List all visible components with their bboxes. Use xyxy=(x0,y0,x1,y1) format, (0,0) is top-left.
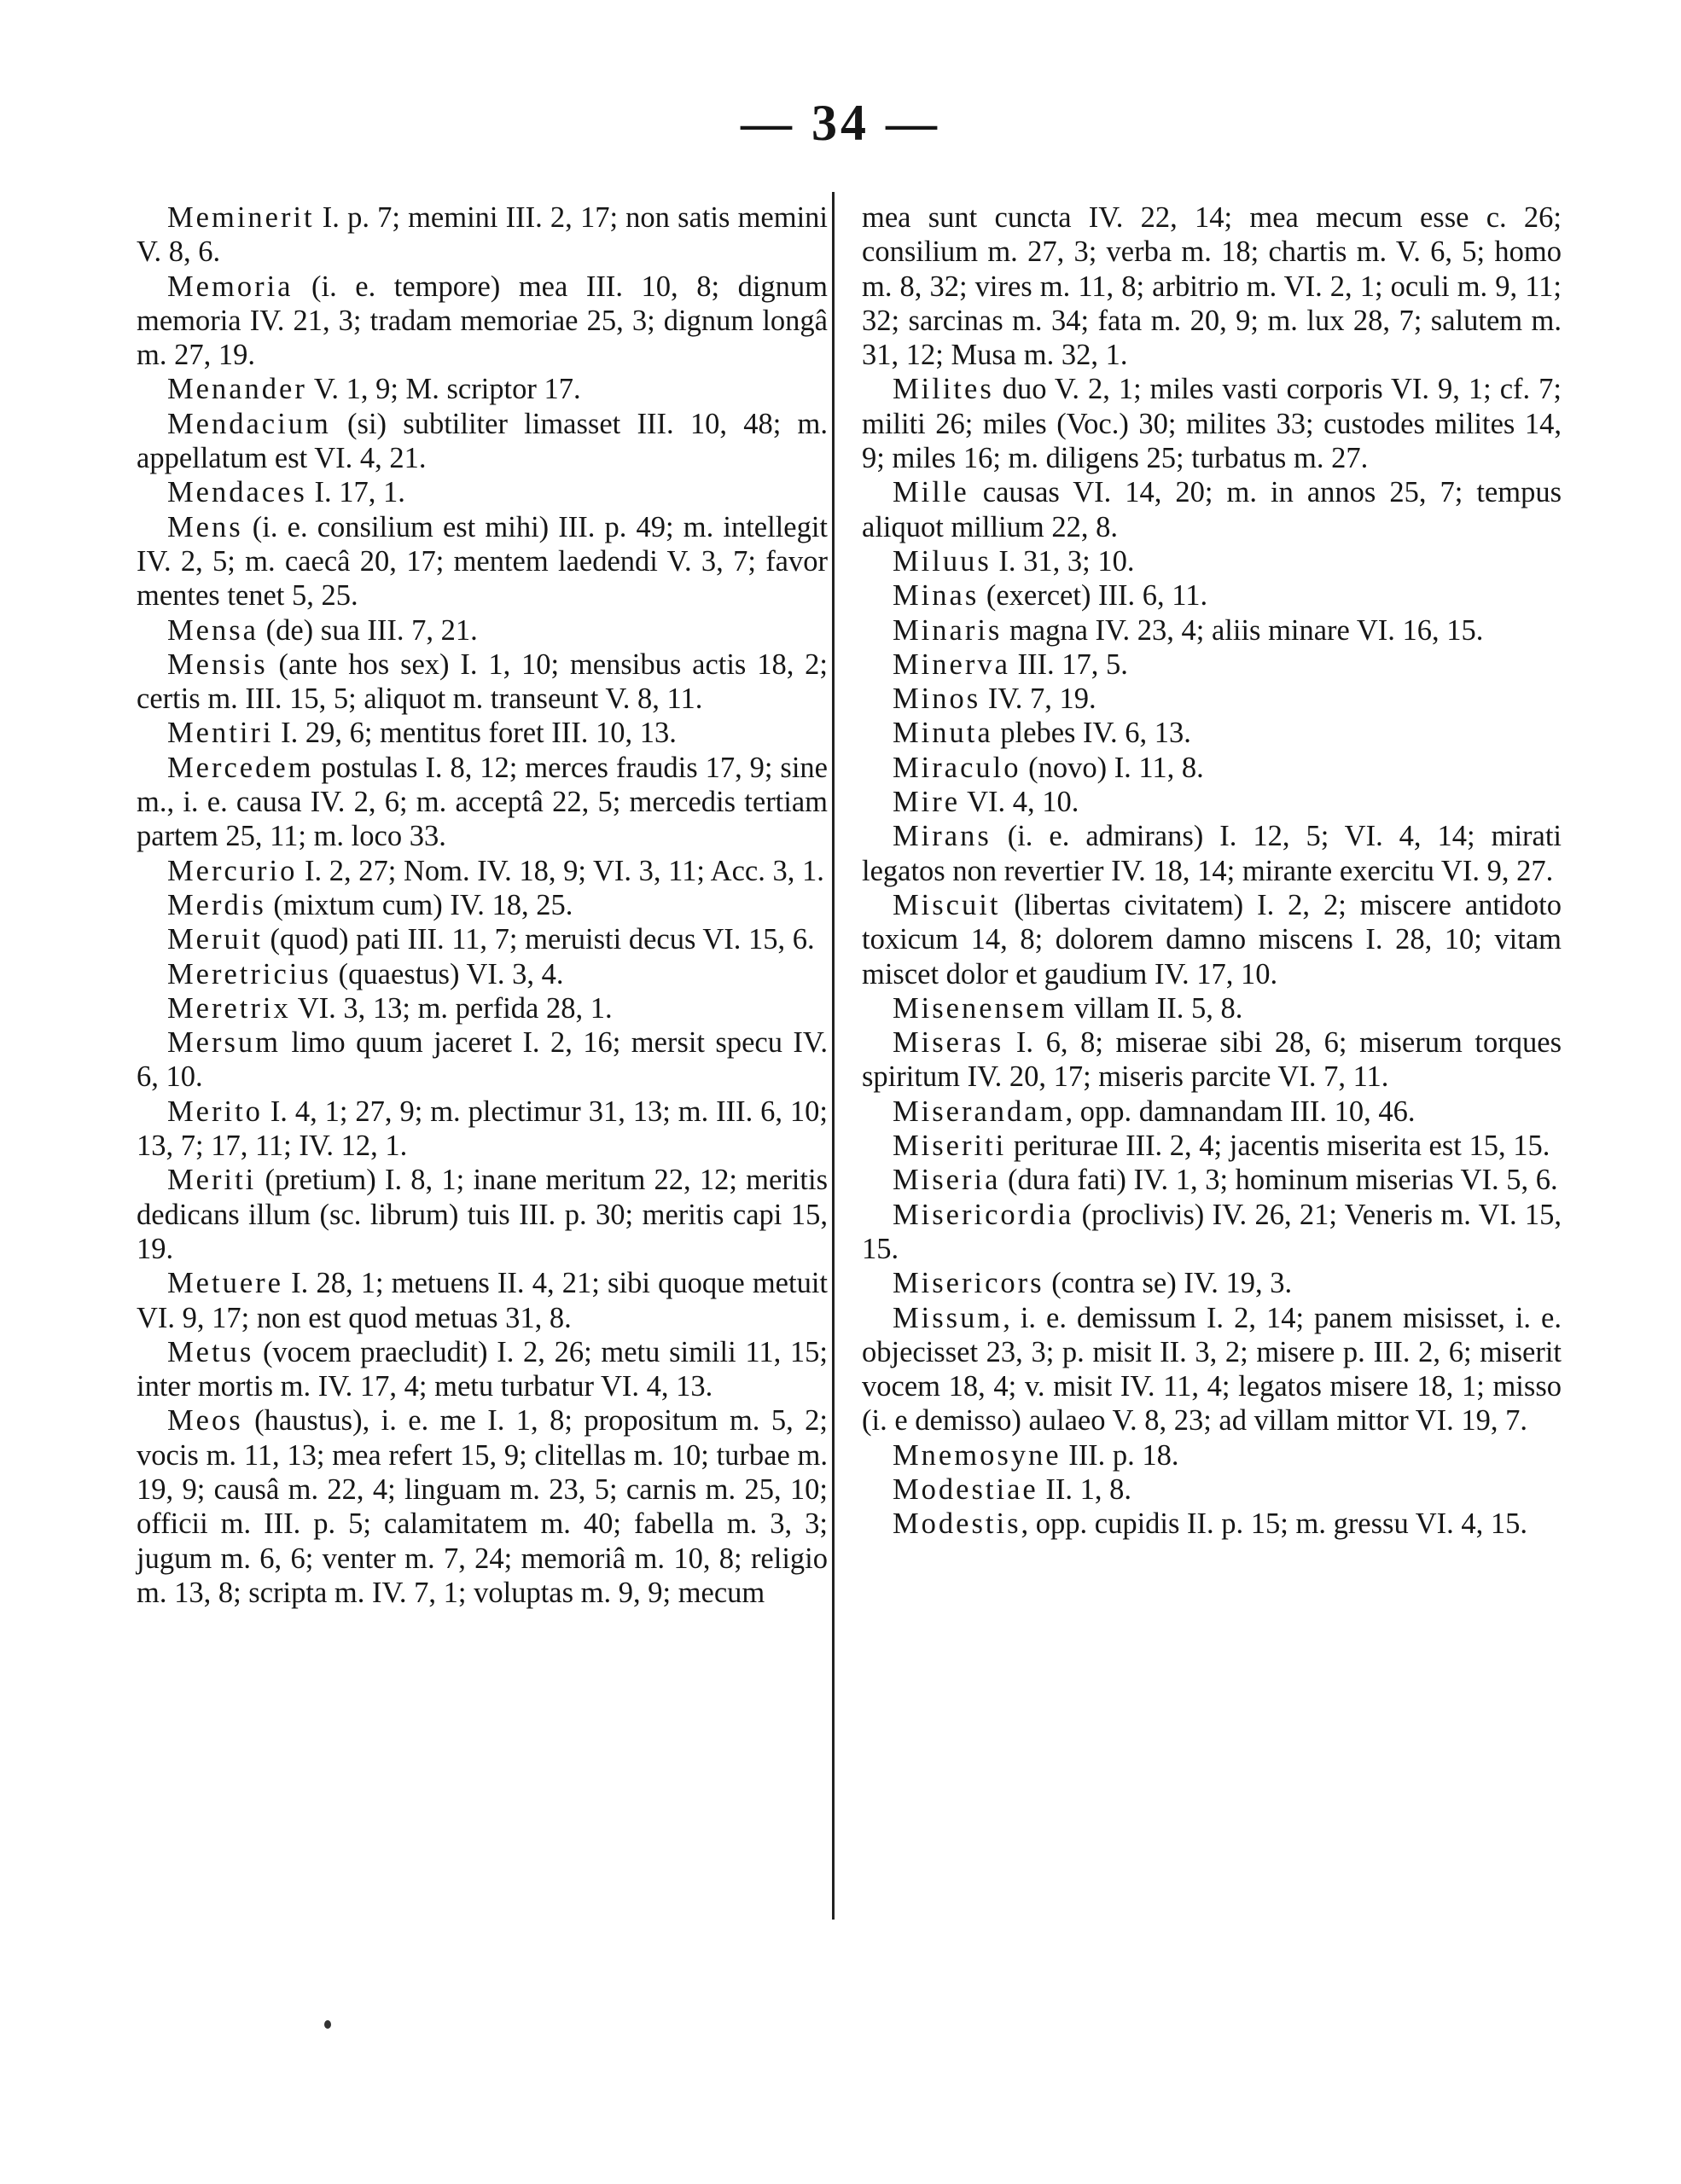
entry-headword: Miseria xyxy=(893,1164,1001,1197)
entry-headword: Mendaces xyxy=(167,476,307,509)
entry-text: (si) subtiliter limasset III. 10, 48; m. appellatum est VI. 4, 21. xyxy=(137,407,828,475)
right-column xyxy=(862,200,1562,1542)
index-entry xyxy=(137,1266,828,1335)
entry-text: , i. e. demissum I. 2, 14; panem misisset, i. e. objecisset 23, 3; p. misit II. 3, 2; misere p. III. 2, 6; miserit vocem 18, 4; v. misit IV. 11, 4; legatos misere 18, 1; misso (i. e demisso) aulaeo V. 8, 23; ad villam mittor VI. 19, 7. xyxy=(862,1301,1562,1438)
entry-text: I. 6, 8; miserae sibi 28, 6; miserum torques spiritum IV. 20, 17; miseris parcite VI. 7, 11. xyxy=(862,1026,1562,1094)
index-entry xyxy=(862,785,1562,819)
entry-text: , opp. damnandam III. 10, 46. xyxy=(1065,1095,1416,1128)
index-entry xyxy=(862,475,1562,544)
index-entry xyxy=(862,991,1562,1025)
entry-headword: Meretricius xyxy=(167,957,332,990)
entry-text: (ante hos sex) I. 1, 10; mensibus actis 18, 2; certis m. III. 15, 5; aliquot m. transeunt V. 8, 11. xyxy=(137,648,828,716)
entry-headword: Mercedem xyxy=(167,751,314,784)
entry-headword: Missum xyxy=(893,1301,1003,1334)
entry-text: I. 17, 1. xyxy=(306,476,405,509)
entry-headword: Mensis xyxy=(167,648,268,681)
entry-headword: Miluus xyxy=(893,544,992,578)
entry-text: VI. 3, 13; m. perfida 28, 1. xyxy=(290,991,613,1025)
entry-text: periturae III. 2, 4; jacentis miserita est 15, 15. xyxy=(1006,1130,1550,1163)
entry-text: (de) sua III. 7, 21. xyxy=(258,613,478,647)
entry-text: III. p. 18. xyxy=(1061,1438,1179,1472)
entry-text: plebes IV. 6, 13. xyxy=(992,717,1191,750)
entry-headword: Menander xyxy=(167,373,307,406)
index-entry xyxy=(862,1025,1562,1095)
entry-headword: Mens xyxy=(167,510,243,543)
entry-headword: Minos xyxy=(893,682,981,716)
index-entry xyxy=(862,751,1562,785)
entry-text: I. 29, 6; mentitus foret III. 10, 13. xyxy=(273,717,677,750)
index-entry xyxy=(862,1095,1562,1129)
index-entry xyxy=(137,957,828,991)
index-entry xyxy=(862,1266,1562,1300)
entry-headword: Metus xyxy=(167,1335,254,1368)
entry-headword: Mercurio xyxy=(167,854,298,887)
index-entry xyxy=(137,510,828,613)
index-entry xyxy=(137,991,828,1025)
index-entry xyxy=(137,1095,828,1164)
entry-text: (quod) pati III. 11, 7; meruisti decus VI. 15, 6. xyxy=(262,923,815,956)
entry-text: (contra se) IV. 19, 3. xyxy=(1044,1267,1293,1300)
entry-headword: Merito xyxy=(167,1095,263,1128)
entry-headword: Miserandam xyxy=(893,1095,1066,1128)
index-entry xyxy=(137,1163,828,1266)
index-entry xyxy=(862,613,1562,648)
index-entry xyxy=(137,270,828,373)
index-entry xyxy=(137,648,828,717)
index-entry xyxy=(137,1025,828,1095)
index-entry xyxy=(862,1129,1562,1163)
entry-text: I. 2, 27; Nom. IV. 18, 9; VI. 3, 11; Acc. 3, 1. xyxy=(297,854,824,887)
index-entry xyxy=(137,407,828,476)
entry-headword: Mnemosyne xyxy=(893,1438,1062,1472)
page-number: — 34 — xyxy=(741,95,940,151)
index-entry xyxy=(137,922,828,956)
entry-text: villam II. 5, 8. xyxy=(1067,991,1243,1025)
entry-text: (mixtum cum) IV. 18, 25. xyxy=(265,888,573,921)
entry-headword: Miseras xyxy=(893,1026,1004,1060)
index-entry xyxy=(862,200,1562,372)
entry-text: (exercet) III. 6, 11. xyxy=(979,579,1208,613)
entry-headword: Meruit xyxy=(167,923,263,956)
index-entry xyxy=(137,1335,828,1404)
index-entry xyxy=(862,716,1562,750)
index-entry xyxy=(862,544,1562,578)
index-entry xyxy=(137,888,828,922)
entry-headword: Miscuit xyxy=(893,888,1001,921)
entry-headword: Mensa xyxy=(167,613,259,647)
index-entry xyxy=(862,578,1562,613)
entry-text: (vocem praecludit) I. 2, 26; metu simili 11, 15; inter mortis m. IV. 17, 4; metu turbatur VI. 4, 13. xyxy=(137,1335,828,1403)
index-entry xyxy=(862,1163,1562,1197)
entry-text: II. 1, 8. xyxy=(1038,1472,1131,1506)
entry-headword: Miraculo xyxy=(893,751,1021,784)
entry-headword: Merdis xyxy=(167,888,266,921)
entry-text: I. 4, 1; 27, 9; m. plectimur 31, 13; m. III. 6, 10; 13, 7; 17, 11; IV. 12, 1. xyxy=(137,1095,828,1163)
entry-text: I. p. 7; memini III. 2, 17; non satis memini V. 8, 6. xyxy=(137,201,828,269)
index-entry xyxy=(137,475,828,509)
entry-headword: Mendacium xyxy=(167,407,331,440)
entry-headword: Misericors xyxy=(893,1267,1044,1300)
index-entry xyxy=(862,682,1562,716)
entry-headword: Meretrix xyxy=(167,991,291,1025)
entry-headword: Mentiri xyxy=(167,717,274,750)
entry-text: IV. 7, 19. xyxy=(980,682,1096,716)
entry-headword: Meminerit xyxy=(167,201,315,234)
column-divider xyxy=(832,192,835,1920)
entry-headword: Minas xyxy=(893,579,980,613)
entry-text: III. 17, 5. xyxy=(1009,648,1128,681)
index-entry xyxy=(137,613,828,648)
index-entry xyxy=(137,751,828,854)
index-entry xyxy=(862,888,1562,991)
index-entry xyxy=(862,1438,1562,1472)
entry-text: (i. e. consilium est mihi) III. p. 49; m. intellegit IV. 2, 5; m. caecâ 20, 17; mentem laedendi V. 3, 7; favor mentes tenet 5, 25. xyxy=(137,510,828,613)
entry-headword: Meriti xyxy=(167,1164,257,1197)
entry-headword: Modestis xyxy=(893,1507,1021,1541)
entry-headword: Miseriti xyxy=(893,1130,1007,1163)
entry-headword: Memoria xyxy=(167,270,294,303)
index-entry xyxy=(862,819,1562,888)
entry-headword: Mille xyxy=(893,476,969,509)
index-entry xyxy=(137,1403,828,1610)
entry-text: (dura fati) IV. 1, 3; hominum miserias VI. 5, 6. xyxy=(1000,1164,1558,1197)
entry-headword: Misericordia xyxy=(893,1198,1074,1231)
index-entry xyxy=(137,716,828,750)
entry-headword: Minuta xyxy=(893,717,993,750)
entry-headword: Metuere xyxy=(167,1267,283,1300)
entry-text: postulas I. 8, 12; merces fraudis 17, 9; sine m., i. e. causa IV. 2, 6; m. acceptâ 22, 5; mercedis tertiam partem 25, 11; m. loco 33. xyxy=(137,751,828,853)
entry-text: mea sunt cuncta IV. 22, 14; mea mecum esse c. 26; consilium m. 27, 3; verba m. 18; chartis m. V. 6, 5; homo m. 8, 32; vires m. 11, 8; arbitrio m. VI. 2, 1; oculi m. 9, 11; 32; sarcinas m. 34; fata m. 20, 9; m. lux 28, 7; salutem m. 31, 12; Musa m. 32, 1. xyxy=(862,201,1562,372)
entry-text: VI. 4, 10. xyxy=(960,786,1079,819)
entry-text: , opp. cupidis II. p. 15; m. gressu VI. 4, 15. xyxy=(1021,1507,1528,1541)
index-entry xyxy=(137,854,828,888)
entry-text: (proclivis) IV. 26, 21; Veneris m. VI. 15, 15. xyxy=(862,1198,1562,1265)
index-entry xyxy=(137,200,828,270)
entry-headword: Meos xyxy=(167,1404,243,1438)
index-entry xyxy=(862,1472,1562,1507)
entry-text: (pretium) I. 8, 1; inane meritum 22, 12; meritis dedicans illum (sc. librum) tuis III. p. 30; meritis capi 15, 19. xyxy=(137,1164,828,1265)
entry-headword: Misenensem xyxy=(893,991,1067,1025)
entry-text: (i. e. tempore) mea III. 10, 8; dignum memoria IV. 21, 3; tradam memoriae 25, 3; dignum longâ m. 27, 19. xyxy=(137,270,828,372)
index-entry xyxy=(137,372,828,406)
entry-text: V. 1, 9; M. scriptor 17. xyxy=(306,373,581,406)
entry-text: (i. e. admirans) I. 12, 5; VI. 4, 14; mirati legatos non revertier IV. 18, 14; mirante exercitu VI. 9, 27. xyxy=(862,820,1562,887)
entry-headword: Minaris xyxy=(893,613,1003,647)
index-entry xyxy=(862,1507,1562,1541)
entry-headword: Mirans xyxy=(893,820,992,853)
entry-text: I. 28, 1; metuens II. 4, 21; sibi quoque metuit VI. 9, 17; non est quod metuas 31, 8. xyxy=(137,1267,828,1334)
entry-text: (novo) I. 11, 8. xyxy=(1021,751,1204,784)
entry-text: I. 31, 3; 10. xyxy=(991,544,1135,578)
entry-headword: Mire xyxy=(893,786,961,819)
entry-text: duo V. 2, 1; miles vasti corporis VI. 9, 1; cf. 7; militi 26; miles (Voc.) 30; milites 33; custodes milites 14, 9; miles 16; m. diligens 25; turbatus m. 27. xyxy=(862,373,1562,475)
entry-headword: Mersum xyxy=(167,1026,281,1060)
print-speck xyxy=(324,2020,331,2029)
entry-headword: Minerva xyxy=(893,648,1010,681)
entry-headword: Modestiae xyxy=(893,1472,1038,1506)
index-entry xyxy=(862,1198,1562,1267)
left-column xyxy=(137,200,828,1610)
entry-text: (haustus), i. e. me I. 1, 8; propositum m. 5, 2; vocis m. 11, 13; mea refert 15, 9; clitellas m. 10; turbae m. 19, 9; causâ m. 22, 4; linguam m. 23, 5; carnis m. 25, 10; officii m. III. p. 5; calamitatem m. 40; fabella m. 3, 3; jugum m. 6, 6; venter m. 7, 24; memoriâ m. 10, 8; religio m. 13, 8; scripta m. IV. 7, 1; voluptas m. 9, 9; mecum xyxy=(137,1404,828,1609)
index-entry xyxy=(862,648,1562,682)
entry-text: magna IV. 23, 4; aliis minare VI. 16, 15. xyxy=(1002,613,1484,647)
entry-text: (quaestus) VI. 3, 4. xyxy=(331,957,564,990)
index-entry xyxy=(862,1301,1562,1438)
entry-text: (libertas civitatem) I. 2, 2; miscere antidoto toxicum 14, 8; dolorem damno miscens I. 28, 10; vitam miscet dolor et gaudium IV. 17, 10. xyxy=(862,888,1562,990)
entry-text: limo quum jaceret I. 2, 16; mersit specu IV. 6, 10. xyxy=(137,1026,828,1094)
entry-headword: Milites xyxy=(893,373,994,406)
index-entry xyxy=(862,372,1562,475)
entry-text: causas VI. 14, 20; m. in annos 25, 7; tempus aliquot millium 22, 8. xyxy=(862,476,1562,543)
